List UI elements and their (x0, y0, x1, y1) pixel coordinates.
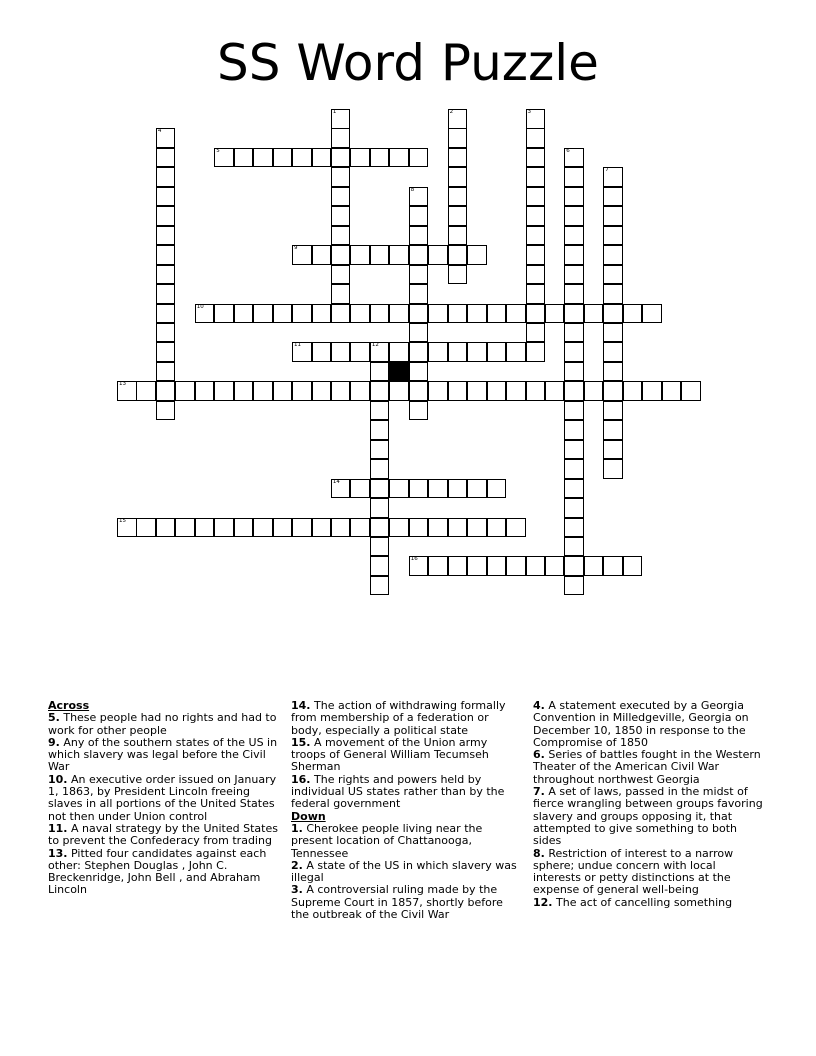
grid-cell[interactable] (603, 265, 623, 285)
grid-cell[interactable] (350, 342, 370, 362)
grid-cell[interactable] (117, 518, 137, 538)
grid-cell[interactable] (564, 226, 584, 246)
grid-cell[interactable] (409, 362, 429, 382)
grid-cell[interactable] (253, 381, 273, 401)
black-square (389, 362, 409, 382)
grid-cell[interactable] (370, 362, 390, 382)
grid-cell[interactable] (448, 226, 468, 246)
clue-number-label: 5 (216, 147, 220, 154)
clue-number-label: 3 (527, 109, 531, 115)
clue-text: These people had no rights and had to work for other people (48, 711, 277, 737)
grid-cell[interactable] (409, 556, 429, 576)
grid-cell[interactable] (603, 226, 623, 246)
grid-cell[interactable] (603, 459, 623, 479)
grid-cell[interactable] (156, 128, 176, 148)
clue-text: A naval strategy by the United States to prevent the Confederacy from trading (48, 821, 278, 848)
grid-cell[interactable] (448, 128, 468, 148)
across-clue (291, 737, 521, 774)
grid-cell[interactable] (487, 342, 507, 362)
clue-column-3 (533, 700, 763, 909)
grid-cell[interactable] (292, 342, 312, 362)
grid-cell[interactable] (487, 381, 507, 401)
grid-cell[interactable] (603, 401, 623, 421)
clue-number: 14. (291, 699, 311, 712)
clue-text: An executive order issued on January 1, 1863, by President Lincoln freeing slaves in all portions of the United States not then under Union control (48, 772, 277, 823)
grid-cell[interactable] (136, 518, 156, 538)
across-clue (48, 737, 280, 774)
grid-cell[interactable] (467, 342, 487, 362)
grid-cell[interactable] (156, 401, 176, 421)
grid-cell[interactable] (156, 342, 176, 362)
clue-number: 3. (291, 883, 303, 897)
clue-number-label: 13 (119, 381, 126, 388)
clue-number: 8. (533, 846, 545, 860)
grid-cell[interactable] (623, 304, 643, 324)
clue-number: 2. (291, 858, 303, 872)
grid-cell[interactable] (564, 167, 584, 187)
grid-cell[interactable] (331, 381, 351, 401)
grid-cell[interactable] (331, 167, 351, 187)
clue-text: A movement of the Union army troops of General William Tecumseh Sherman (291, 735, 489, 774)
grid-cell[interactable] (370, 304, 390, 324)
grid-cell[interactable] (428, 304, 448, 324)
grid-cell[interactable] (642, 381, 662, 401)
grid-cell[interactable] (584, 304, 604, 324)
grid-cell[interactable] (448, 148, 468, 168)
clue-number-label: 14 (332, 478, 340, 485)
grid-cell[interactable] (409, 401, 429, 421)
grid-cell[interactable] (370, 342, 390, 362)
grid-cell[interactable] (389, 148, 409, 168)
clue-text: Series of battles fought in the Western Theater of the American Civil War throughout northwest Georgia (533, 748, 761, 786)
grid-cell[interactable] (448, 304, 468, 324)
grid-cell[interactable] (526, 323, 546, 343)
grid-cell[interactable] (526, 187, 546, 207)
grid-cell[interactable] (331, 342, 351, 362)
grid-cell[interactable] (312, 518, 332, 538)
grid-cell[interactable] (603, 556, 623, 576)
grid-cell[interactable] (273, 304, 293, 324)
grid-cell[interactable] (156, 323, 176, 343)
grid-cell[interactable] (448, 556, 468, 576)
grid-cell[interactable] (603, 245, 623, 265)
clue-text: A controversial ruling made by the Supreme Court in 1857, shortly before the outbreak of the Civil War (291, 883, 503, 922)
grid-cell[interactable] (409, 381, 429, 401)
grid-cell[interactable] (603, 167, 623, 187)
grid-cell[interactable] (642, 304, 662, 324)
clue-number: 15. (291, 735, 311, 749)
grid-cell[interactable] (564, 284, 584, 304)
grid-cell[interactable] (292, 304, 312, 324)
grid-cell[interactable] (603, 342, 623, 362)
grid-cell[interactable] (467, 518, 487, 538)
clue-number: 5. (48, 711, 60, 725)
clue-number-label: 8 (410, 186, 415, 193)
grid-cell[interactable] (409, 226, 429, 246)
grid-cell[interactable] (312, 245, 332, 265)
grid-cell[interactable] (195, 518, 215, 538)
clue-number: 11. (48, 821, 68, 835)
grid-cell[interactable] (564, 459, 584, 479)
grid-cell[interactable] (448, 187, 468, 207)
grid-cell[interactable] (564, 265, 584, 285)
grid-cell[interactable] (506, 518, 526, 538)
down-clue (533, 897, 763, 909)
grid-cell[interactable] (526, 167, 546, 187)
across-clue (291, 774, 521, 811)
across-clue (48, 823, 280, 848)
grid-cell[interactable] (409, 518, 429, 538)
grid-cell[interactable] (175, 381, 195, 401)
grid-cell[interactable] (564, 401, 584, 421)
grid-cell[interactable] (526, 245, 546, 265)
down-clue-list-1 (291, 823, 521, 921)
grid-cell[interactable] (409, 187, 429, 207)
grid-cell[interactable] (409, 304, 429, 324)
grid-cell[interactable] (331, 187, 351, 207)
down-clue-list-2 (533, 700, 763, 909)
grid-cell[interactable] (350, 304, 370, 324)
clue-number: 4. (533, 699, 545, 712)
grid-cell[interactable] (331, 226, 351, 246)
grid-cell[interactable] (273, 148, 293, 168)
grid-cell[interactable] (389, 381, 409, 401)
clue-number: 10. (48, 772, 68, 786)
grid-cell[interactable] (195, 304, 215, 324)
grid-cell[interactable] (603, 323, 623, 343)
across-clue-list-2 (291, 700, 521, 811)
grid-cell[interactable] (467, 556, 487, 576)
grid-cell[interactable] (428, 245, 448, 265)
clue-number: 1. (291, 821, 303, 835)
grid-cell[interactable] (409, 245, 429, 265)
grid-cell[interactable] (428, 381, 448, 401)
grid-cell[interactable] (156, 518, 176, 538)
down-clue (533, 749, 763, 786)
grid-cell[interactable] (564, 440, 584, 460)
grid-cell[interactable] (506, 381, 526, 401)
grid-cell[interactable] (312, 304, 332, 324)
grid-cell[interactable] (409, 265, 429, 285)
grid-cell[interactable] (603, 381, 623, 401)
grid-cell[interactable] (487, 556, 507, 576)
across-clue (48, 712, 280, 737)
grid-cell[interactable] (389, 342, 409, 362)
grid-cell[interactable] (526, 304, 546, 324)
clue-column-1 (48, 700, 280, 897)
grid-cell[interactable] (370, 245, 390, 265)
grid-cell[interactable] (370, 381, 390, 401)
grid-cell[interactable] (506, 304, 526, 324)
grid-cell[interactable] (584, 556, 604, 576)
grid-cell[interactable] (564, 323, 584, 343)
grid-cell[interactable] (526, 284, 546, 304)
grid-cell[interactable] (156, 148, 176, 168)
grid-cell[interactable] (117, 381, 137, 401)
grid-cell[interactable] (603, 420, 623, 440)
grid-cell[interactable] (681, 381, 701, 401)
clue-text: The action of withdrawing formally from membership of a federation or body, especially a political state (291, 699, 506, 737)
down-clue (291, 823, 521, 860)
grid-cell[interactable] (370, 576, 390, 596)
grid-cell[interactable] (526, 109, 546, 129)
grid-cell[interactable] (156, 304, 176, 324)
grid-cell[interactable] (370, 498, 390, 518)
grid-cell[interactable] (526, 556, 546, 576)
grid-cell[interactable] (370, 420, 390, 440)
grid-cell[interactable] (156, 187, 176, 207)
grid-cell[interactable] (370, 440, 390, 460)
grid-cell[interactable] (564, 518, 584, 538)
grid-cell[interactable] (623, 381, 643, 401)
grid-cell[interactable] (195, 381, 215, 401)
across-clue (48, 774, 280, 823)
grid-cell[interactable] (467, 479, 487, 499)
clue-text: The rights and powers held by individual US states rather than by the federal government (291, 772, 505, 811)
grid-cell[interactable] (234, 518, 254, 538)
grid-cell[interactable] (467, 245, 487, 265)
grid-cell[interactable] (584, 381, 604, 401)
grid-cell[interactable] (603, 187, 623, 207)
grid-cell[interactable] (448, 206, 468, 226)
across-clue (48, 848, 280, 897)
grid-cell[interactable] (545, 304, 565, 324)
grid-cell[interactable] (428, 342, 448, 362)
clue-number: 12. (533, 895, 553, 909)
grid-cell[interactable] (331, 284, 351, 304)
grid-cell[interactable] (526, 206, 546, 226)
clue-number-label: 4 (157, 128, 162, 135)
grid-cell[interactable] (428, 518, 448, 538)
clue-number-label: 12 (371, 342, 379, 349)
grid-cell[interactable] (350, 245, 370, 265)
grid-cell[interactable] (448, 342, 468, 362)
grid-cell[interactable] (253, 304, 273, 324)
grid-cell[interactable] (487, 518, 507, 538)
grid-cell[interactable] (331, 479, 351, 499)
clue-number-label: 16 (410, 556, 418, 563)
down-clue (533, 848, 763, 897)
grid-cell[interactable] (389, 245, 409, 265)
grid-cell[interactable] (273, 518, 293, 538)
grid-cell[interactable] (545, 556, 565, 576)
clue-column-2 (291, 700, 521, 921)
grid-cell[interactable] (389, 479, 409, 499)
grid-cell[interactable] (603, 206, 623, 226)
clue-text: Any of the southern states of the US in which slavery was legal before the Civil War (48, 735, 278, 774)
clue-number-label: 15 (119, 517, 126, 524)
grid-cell[interactable] (409, 148, 429, 168)
grid-cell[interactable] (487, 304, 507, 324)
grid-cell[interactable] (370, 537, 390, 557)
grid-cell[interactable] (564, 304, 584, 324)
grid-cell[interactable] (409, 342, 429, 362)
down-clue (291, 860, 521, 885)
grid-cell[interactable] (564, 556, 584, 576)
grid-cell[interactable] (506, 342, 526, 362)
grid-cell[interactable] (526, 226, 546, 246)
grid-cell[interactable] (564, 187, 584, 207)
grid-cell[interactable] (603, 304, 623, 324)
grid-cell[interactable] (292, 518, 312, 538)
grid-cell[interactable] (370, 479, 390, 499)
grid-cell[interactable] (409, 479, 429, 499)
grid-cell[interactable] (214, 518, 234, 538)
grid-cell[interactable] (603, 362, 623, 382)
grid-cell[interactable] (273, 381, 293, 401)
down-clue (291, 884, 521, 921)
grid-cell[interactable] (409, 323, 429, 343)
grid-cell[interactable] (564, 245, 584, 265)
grid-cell[interactable] (331, 245, 351, 265)
grid-cell[interactable] (253, 148, 273, 168)
clue-text: A statement executed by a Georgia Convention in Milledgeville, Georgia on December 10, 1850 in response to the Compromise of 1850 (533, 699, 749, 749)
clue-number: 6. (533, 748, 545, 762)
grid-cell[interactable] (350, 479, 370, 499)
clue-number: 16. (291, 772, 311, 786)
clue-number-label: 2 (449, 109, 454, 115)
grid-cell[interactable] (156, 167, 176, 187)
grid-cell[interactable] (506, 556, 526, 576)
clue-number-label: 1 (332, 109, 337, 115)
grid-cell[interactable] (564, 479, 584, 499)
grid-cell[interactable] (526, 148, 546, 168)
grid-cell[interactable] (292, 245, 312, 265)
grid-cell[interactable] (467, 304, 487, 324)
grid-cell[interactable] (312, 381, 332, 401)
grid-cell[interactable] (156, 226, 176, 246)
across-clue (291, 700, 521, 737)
grid-cell[interactable] (331, 109, 351, 129)
grid-cell[interactable] (564, 206, 584, 226)
grid-cell[interactable] (156, 362, 176, 382)
grid-cell[interactable] (350, 381, 370, 401)
grid-cell[interactable] (448, 479, 468, 499)
grid-cell[interactable] (370, 401, 390, 421)
grid-cell[interactable] (448, 109, 468, 129)
grid-cell[interactable] (312, 148, 332, 168)
grid-cell[interactable] (175, 518, 195, 538)
grid-cell[interactable] (545, 381, 565, 401)
clue-text: Restriction of interest to a narrow sphere; undue concern with local interests or petty distinctions at the expense of general well-being (533, 846, 734, 897)
grid-cell[interactable] (564, 381, 584, 401)
down-clue (533, 786, 763, 847)
clue-number-label: 11 (294, 342, 301, 349)
clue-number: 9. (48, 735, 60, 749)
grid-cell[interactable] (564, 420, 584, 440)
grid-cell[interactable] (234, 148, 254, 168)
grid-cell[interactable] (428, 479, 448, 499)
grid-cell[interactable] (214, 148, 234, 168)
grid-cell[interactable] (526, 265, 546, 285)
grid-cell[interactable] (389, 518, 409, 538)
grid-cell[interactable] (603, 284, 623, 304)
grid-cell[interactable] (156, 381, 176, 401)
grid-cell[interactable] (564, 342, 584, 362)
grid-cell[interactable] (331, 304, 351, 324)
clue-number-label: 9 (294, 245, 298, 252)
grid-cell[interactable] (448, 381, 468, 401)
grid-cell[interactable] (331, 518, 351, 538)
grid-cell[interactable] (370, 518, 390, 538)
grid-cell[interactable] (526, 342, 546, 362)
grid-cell[interactable] (448, 265, 468, 285)
grid-cell[interactable] (526, 128, 546, 148)
grid-cell[interactable] (156, 206, 176, 226)
grid-cell[interactable] (331, 265, 351, 285)
grid-cell[interactable] (234, 381, 254, 401)
grid-cell[interactable] (234, 304, 254, 324)
grid-cell[interactable] (350, 518, 370, 538)
grid-cell[interactable] (448, 167, 468, 187)
grid-cell[interactable] (253, 518, 273, 538)
clue-number: 7. (533, 785, 545, 799)
grid-cell[interactable] (428, 556, 448, 576)
grid-cell[interactable] (564, 537, 584, 557)
grid-cell[interactable] (389, 304, 409, 324)
grid-cell[interactable] (214, 381, 234, 401)
across-heading: Across (48, 699, 90, 712)
grid-cell[interactable] (156, 245, 176, 265)
grid-cell[interactable] (409, 284, 429, 304)
clue-text: Pitted four candidates against each other: Stephen Douglas , John C. Breckenridge, John Bell , and Abraham Lincoln (48, 846, 267, 897)
clue-text: Cherokee people living near the present location of Chattanooga, Tennessee (291, 821, 483, 860)
grid-cell[interactable] (662, 381, 682, 401)
clue-text: The act of cancelling something (556, 895, 733, 909)
grid-cell[interactable] (409, 206, 429, 226)
grid-cell[interactable] (370, 148, 390, 168)
grid-cell[interactable] (623, 556, 643, 576)
grid-cell[interactable] (564, 362, 584, 382)
grid-cell[interactable] (564, 148, 584, 168)
grid-cell[interactable] (331, 206, 351, 226)
clue-number-label: 7 (605, 167, 609, 174)
across-clue-list-1 (48, 712, 280, 896)
grid-cell[interactable] (487, 479, 507, 499)
clue-number-label: 10 (196, 303, 204, 310)
grid-cell[interactable] (467, 381, 487, 401)
grid-cell[interactable] (448, 245, 468, 265)
clue-text: A state of the US in which slavery was illegal (291, 858, 517, 885)
grid-cell[interactable] (292, 381, 312, 401)
page-title: SS Word Puzzle (217, 34, 599, 92)
grid-cell[interactable] (214, 304, 234, 324)
clue-text: A set of laws, passed in the midst of fierce wrangling between groups favoring slavery and groups opposing it, that attempted to give something to both sides (533, 785, 763, 848)
grid-cell[interactable] (526, 381, 546, 401)
grid-cell[interactable] (448, 518, 468, 538)
grid-cell[interactable] (331, 148, 351, 168)
grid-cell[interactable] (312, 342, 332, 362)
grid-cell[interactable] (564, 498, 584, 518)
down-heading: Down (291, 809, 326, 823)
grid-cell[interactable] (292, 148, 312, 168)
grid-cell[interactable] (370, 459, 390, 479)
grid-cell[interactable] (156, 284, 176, 304)
clue-number: 13. (48, 846, 68, 860)
grid-cell[interactable] (331, 128, 351, 148)
grid-cell[interactable] (156, 265, 176, 285)
grid-cell[interactable] (603, 440, 623, 460)
grid-cell[interactable] (370, 556, 390, 576)
grid-cell[interactable] (564, 576, 584, 596)
grid-cell[interactable] (136, 381, 156, 401)
down-clue (533, 700, 763, 749)
clue-number-label: 6 (566, 147, 570, 154)
grid-cell[interactable] (350, 148, 370, 168)
